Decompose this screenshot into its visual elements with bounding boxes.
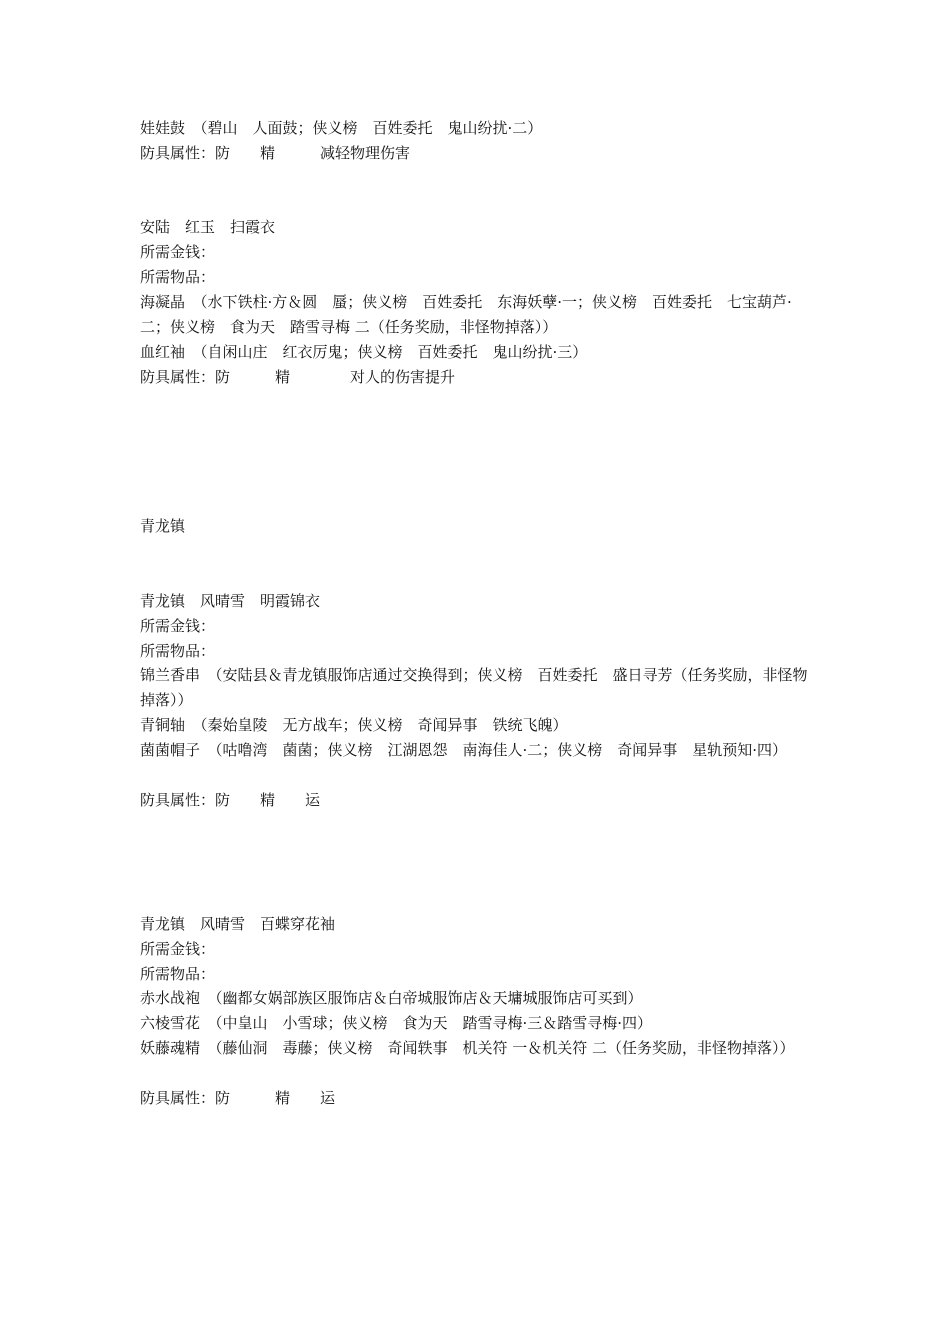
armor-attributes-line: 防具属性：防 精 对人的伤害提升 [140, 368, 456, 386]
item-chishuizhanpao: 赤水战袍 （幽都女娲部族区服饰店＆白帝城服饰店＆天墉城服饰店可买到） [140, 989, 643, 1007]
item-yaotenghunjing: 妖藤魂精 （藤仙洞 毒藤；侠义榜 奇闻轶事 机关符 一＆机关符 二（任务奖励，非怪物掉落）） [140, 1039, 795, 1057]
item-jinlanxiangchuan: 锦兰香串 （安陆县＆青龙镇服饰店通过交换得到；侠义榜 百姓委托 盛日寻芳（任务奖励，非怪物掉落）） [140, 666, 808, 709]
required-items-label: 所需物品： [140, 965, 216, 983]
section-heading-qinglongzhen: 青龙镇 [140, 517, 186, 535]
item-junjunmaozi: 菌菌帽子 （咕噜湾 菌菌；侠义榜 江湖恩怨 南海佳人·二；侠义榜 奇闻异事 星轨预知·四） [140, 741, 788, 759]
armor-attributes-line: 防具属性：防 精 减轻物理伤害 [140, 144, 411, 162]
item-hainingjing: 海凝晶 （水下铁柱·方＆圆 蜃；侠义榜 百姓委托 东海妖孽·一；侠义榜 百姓委托 七宝葫芦·二；侠义榜 食为天 踏雪寻梅 二（任务奖励，非怪物掉落）） [140, 293, 792, 336]
item-qingtongzhou: 青铜轴 （秦始皇陵 无方战车；侠义榜 奇闻异事 铁统飞魄） [140, 716, 568, 734]
item-wawagu-line: 娃娃鼓 （碧山 人面鼓；侠义榜 百姓委托 鬼山纷扰·二） [140, 119, 543, 137]
required-money-label: 所需金钱： [140, 243, 216, 261]
recipe-header-mingxiajinyi: 青龙镇 风晴雪 明霞锦衣 [140, 592, 321, 610]
recipe-header-baidiechuanhuaxiu: 青龙镇 风晴雪 百蝶穿花袖 [140, 915, 336, 933]
item-liulengxuehua: 六棱雪花 （中皇山 小雪球；侠义榜 食为天 踏雪寻梅·三＆踏雪寻梅·四） [140, 1014, 653, 1032]
item-xuehongxiu: 血红袖 （自闲山庄 红衣厉鬼；侠义榜 百姓委托 鬼山纷扰·三） [140, 343, 588, 361]
recipe-header-saoxiayi: 安陆 红玉 扫霞衣 [140, 218, 276, 236]
armor-attributes-line: 防具属性：防 精 运 [140, 1089, 336, 1107]
required-items-label: 所需物品： [140, 268, 216, 286]
armor-attributes-line: 防具属性：防 精 运 [140, 791, 321, 809]
required-money-label: 所需金钱： [140, 617, 216, 635]
required-money-label: 所需金钱： [140, 940, 216, 958]
required-items-label: 所需物品： [140, 642, 216, 660]
